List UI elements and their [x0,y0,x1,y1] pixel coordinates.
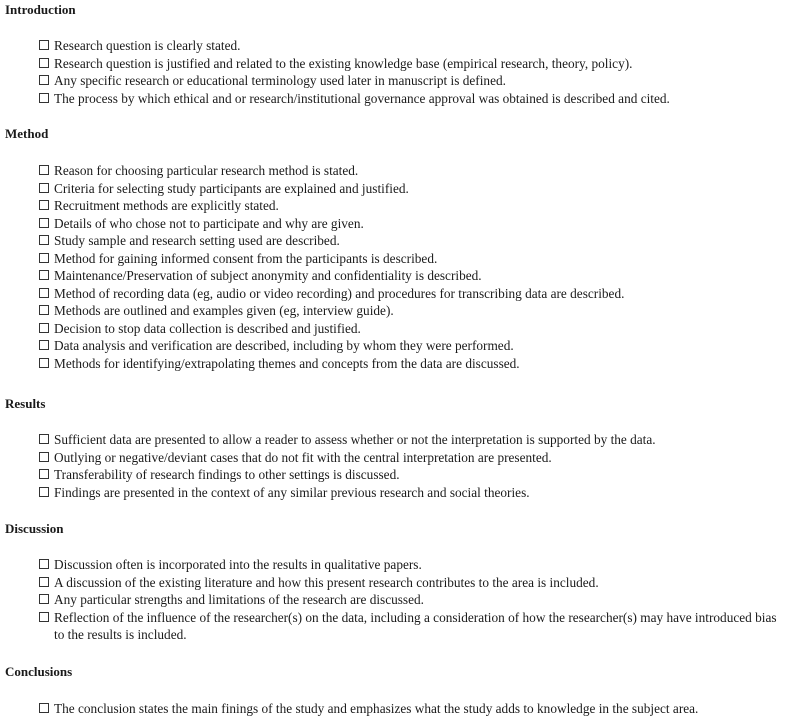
section-title-introduction: Introduction [5,2,76,17]
checkbox[interactable] [39,487,49,497]
checkbox[interactable] [39,200,49,210]
checkbox[interactable] [39,165,49,175]
checkbox[interactable] [39,612,49,622]
checklist-method [39,162,786,372]
checkbox[interactable] [39,703,49,713]
checklist-item[interactable]: Reflection of the influence of the researcher(s) on the data, including a consideration of how the researcher(s) may have introduced bias to the results is included. [39,609,786,644]
checkbox[interactable] [39,469,49,479]
checkbox[interactable] [39,75,49,85]
checklist-conclusions [39,700,786,718]
checklist-results [39,431,786,501]
checklist-item[interactable]: Research question is clearly stated. [39,37,786,55]
checklist-item[interactable]: Criteria for selecting study participants are explained and justified. [39,180,786,198]
checklist-item[interactable]: Discussion often is incorporated into the results in qualitative papers. [39,556,786,574]
checklist-item[interactable]: Method of recording data (eg, audio or video recording) and procedures for transcribing data are described. [39,285,786,303]
checklist-item[interactable]: Methods for identifying/extrapolating themes and concepts from the data are discussed. [39,355,786,373]
checkbox[interactable] [39,235,49,245]
checkbox[interactable] [39,323,49,333]
section-title-method: Method [5,126,49,141]
checklist-item[interactable]: Study sample and research setting used are described. [39,232,786,250]
checkbox[interactable] [39,58,49,68]
checkbox[interactable] [39,358,49,368]
checklist-item[interactable]: A discussion of the existing literature and how this present research contributes to the area is included. [39,574,786,592]
checkbox[interactable] [39,183,49,193]
checklist-item[interactable]: Method for gaining informed consent from the participants is described. [39,250,786,268]
checklist-introduction [39,37,786,107]
checklist-item[interactable]: Reason for choosing particular research method is stated. [39,162,786,180]
checklist-item[interactable]: Transferability of research findings to other settings is discussed. [39,466,786,484]
checklist-item[interactable]: Outlying or negative/deviant cases that do not fit with the central interpretation are presented. [39,449,786,467]
checklist-item[interactable]: Recruitment methods are explicitly stated. [39,197,786,215]
checklist-item[interactable]: Details of who chose not to participate and why are given. [39,215,786,233]
checkbox[interactable] [39,40,49,50]
checkbox[interactable] [39,270,49,280]
checklist-item[interactable]: The conclusion states the main finings of the study and emphasizes what the study adds to knowledge in the subject area. [39,700,786,718]
checklist-discussion [39,556,786,644]
checkbox[interactable] [39,452,49,462]
checkbox[interactable] [39,218,49,228]
checklist-item[interactable]: Any particular strengths and limitations of the research are discussed. [39,591,786,609]
checklist-item[interactable]: Methods are outlined and examples given (eg, interview guide). [39,302,786,320]
checkbox[interactable] [39,577,49,587]
section-title-conclusions: Conclusions [5,664,73,679]
checklist-item[interactable]: Findings are presented in the context of any similar previous research and social theories. [39,484,786,502]
checkbox[interactable] [39,253,49,263]
section-title-results: Results [5,396,46,411]
checkbox[interactable] [39,288,49,298]
checklist-item[interactable]: Any specific research or educational terminology used later in manuscript is defined. [39,72,786,90]
checklist-item[interactable]: Research question is justified and related to the existing knowledge base (empirical research, theory, policy). [39,55,786,73]
checkbox[interactable] [39,559,49,569]
checkbox[interactable] [39,340,49,350]
checklist-item[interactable]: Data analysis and verification are described, including by whom they were performed. [39,337,786,355]
checklist-item[interactable]: Maintenance/Preservation of subject anonymity and confidentiality is described. [39,267,786,285]
checklist-item[interactable]: Decision to stop data collection is described and justified. [39,320,786,338]
checkbox[interactable] [39,594,49,604]
checklist-item[interactable]: Sufficient data are presented to allow a reader to assess whether or not the interpretation is supported by the data. [39,431,786,449]
checkbox[interactable] [39,305,49,315]
section-title-discussion: Discussion [5,521,64,536]
checkbox[interactable] [39,93,49,103]
checklist-item[interactable]: The process by which ethical and or research/institutional governance approval was obtained is described and cited. [39,90,786,108]
checkbox[interactable] [39,434,49,444]
